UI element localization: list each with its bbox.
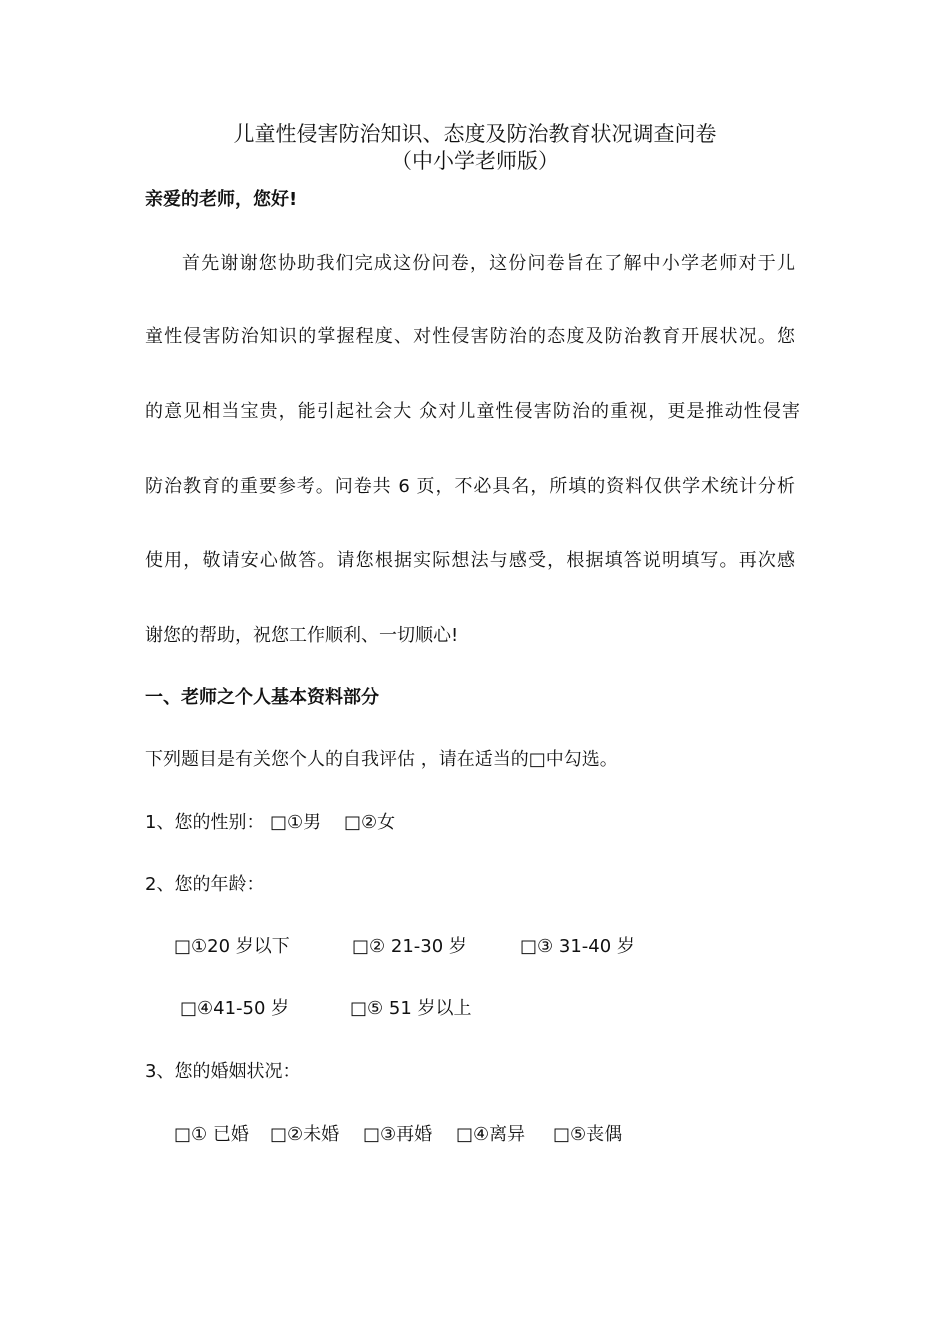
section-heading: 一、老师之个人基本资料部分 [145, 687, 379, 708]
greeting: 亲爱的老师，您好! [145, 189, 298, 210]
question-marital-label: 3、您的婚姻状况： [145, 1061, 301, 1082]
option-marital-divorced[interactable]: □④离异 [456, 1124, 526, 1145]
document-subtitle: （中小学老师版） [391, 149, 559, 173]
option-marital-remarried[interactable]: □③再婚 [363, 1124, 433, 1145]
intro-line-5: 使用，敬请安心做答。请您根据实际想法与感受，根据填答说明填写。再次感 [145, 550, 795, 571]
intro-line-2: 童性侵害防治知识的掌握程度、对性侵害防治的态度及防治教育开展状况。您 [145, 326, 795, 347]
section-instruction: 下列题目是有关您个人的自我评估 ，请在适当的□中勾选。 [145, 749, 618, 770]
option-marital-unmarried[interactable]: □②未婚 [270, 1124, 340, 1145]
intro-line-4: 防治教育的重要参考。问卷共 6 页，不必具名，所填的资料仅供学术统计分析 [145, 476, 795, 497]
option-gender-male[interactable]: □①男 [270, 812, 322, 833]
option-marital-married[interactable]: □① 已婚 [174, 1124, 249, 1145]
question-age-label: 2、您的年龄： [145, 874, 265, 895]
option-age-under-20[interactable]: □①20 岁以下 [174, 936, 290, 957]
document-title: 儿童性侵害防治知识、态度及防治教育状况调查问卷 [233, 122, 717, 146]
option-age-over-51[interactable]: □⑤ 51 岁以上 [350, 998, 472, 1019]
option-age-31-40[interactable]: □③ 31-40 岁 [520, 936, 635, 957]
option-gender-female[interactable]: □②女 [344, 812, 396, 833]
intro-line-3: 的意见相当宝贵，能引起社会大 众对儿童性侵害防治的重视，更是推动性侵害 [145, 401, 800, 422]
intro-line-6: 谢您的帮助，祝您工作顺利、一切顺心! [145, 625, 459, 646]
option-marital-widowed[interactable]: □⑤丧偶 [553, 1124, 623, 1145]
option-age-41-50[interactable]: □④41-50 岁 [180, 998, 290, 1019]
question-gender-label: 1、您的性别： [145, 812, 265, 833]
intro-line-1: 首先谢谢您协助我们完成这份问卷，这份问卷旨在了解中小学老师对于儿 [182, 253, 795, 274]
option-age-21-30[interactable]: □② 21-30 岁 [352, 936, 467, 957]
